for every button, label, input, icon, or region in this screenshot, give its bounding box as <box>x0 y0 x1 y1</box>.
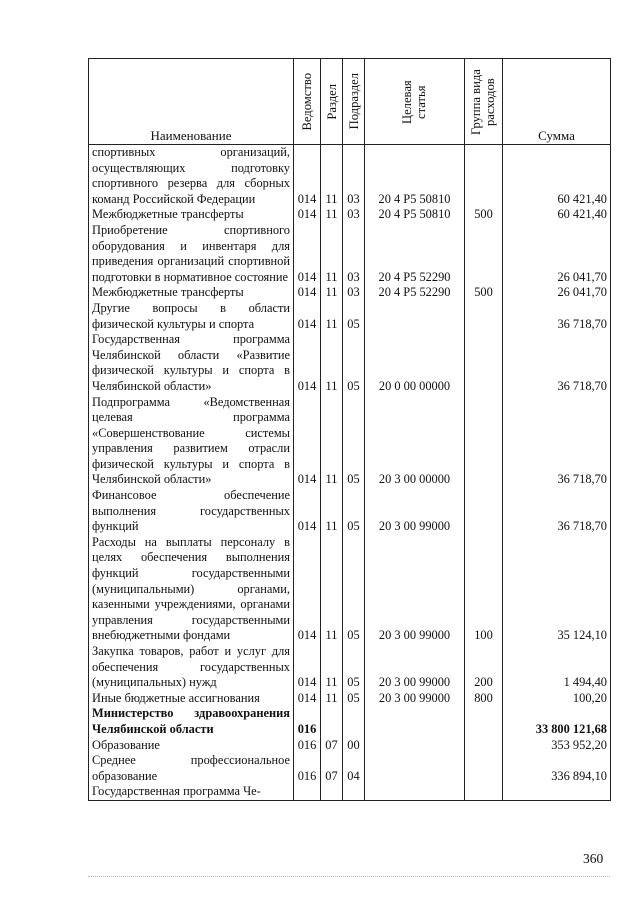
page-number: 360 <box>583 851 604 866</box>
header-razdel-text: Раздел <box>324 83 339 120</box>
row-vid-rashodov <box>465 753 503 784</box>
row-name: спортивных организаций, осуществляющих подготовку спортивного резерва для сборных команд Российской Федерации <box>89 145 294 208</box>
row-razdel: 11 <box>321 535 343 644</box>
row-summa: 36 718,70 <box>503 488 611 535</box>
row-vedomstvo: 016 <box>294 706 321 737</box>
row-summa: 1 494,40 <box>503 644 611 691</box>
row-summa: 60 421,40 <box>503 207 611 223</box>
row-vid-rashodov <box>465 706 503 737</box>
header-vedomstvo-text: Ведомство <box>300 72 314 131</box>
row-vedomstvo: 014 <box>294 644 321 691</box>
row-celevaya-statya: 20 3 00 99000 <box>365 644 465 691</box>
header-summa <box>503 59 611 145</box>
row-name: Образование <box>89 738 294 754</box>
row-razdel <box>321 784 343 800</box>
row-vedomstvo: 014 <box>294 223 321 285</box>
row-vedomstvo: 014 <box>294 207 321 223</box>
row-celevaya-statya: 20 3 00 99000 <box>365 691 465 707</box>
row-podrazdel: 05 <box>343 644 365 691</box>
row-razdel: 11 <box>321 301 343 332</box>
row-razdel <box>321 706 343 737</box>
row-podrazdel: 05 <box>343 301 365 332</box>
table-row <box>89 706 611 737</box>
row-vid-rashodov <box>465 488 503 535</box>
row-vid-rashodov: 800 <box>465 691 503 707</box>
row-name: Межбюджетные трансферты <box>89 207 294 223</box>
row-name: Финансовое обеспечение выполнения государственных функций <box>89 488 294 535</box>
row-celevaya-statya: 20 4 P5 52290 <box>365 285 465 301</box>
header-podrazdel-text: Подраздел <box>346 73 361 130</box>
row-summa: 26 041,70 <box>503 285 611 301</box>
row-podrazdel <box>343 706 365 737</box>
row-razdel: 11 <box>321 644 343 691</box>
table-row <box>89 535 611 644</box>
table-row <box>89 285 611 301</box>
row-vedomstvo: 014 <box>294 332 321 394</box>
header-gruppa-vida-rashodov-text: Группа вида расходов <box>468 68 497 135</box>
header-razdel <box>321 59 343 145</box>
row-summa: 36 718,70 <box>503 301 611 332</box>
row-vedomstvo: 014 <box>294 301 321 332</box>
row-vedomstvo: 014 <box>294 488 321 535</box>
table-row <box>89 488 611 535</box>
header-summa-text: Сумма <box>538 128 575 144</box>
table-header-row <box>89 59 611 145</box>
row-vedomstvo: 016 <box>294 738 321 754</box>
row-name: Государственная программа Че- <box>89 784 294 800</box>
table-row <box>89 738 611 754</box>
row-name: Подпрограмма «Ведомственная целевая программа «Совершенствование системы управления развитием отрасли физической культуры и спорта в Челябинской области» <box>89 395 294 489</box>
row-podrazdel: 03 <box>343 207 365 223</box>
table-row <box>89 301 611 332</box>
row-celevaya-statya <box>365 738 465 754</box>
row-name: Иные бюджетные ассигнования <box>89 691 294 707</box>
table-row <box>89 395 611 489</box>
row-razdel: 11 <box>321 691 343 707</box>
row-vedomstvo: 016 <box>294 753 321 784</box>
row-vid-rashodov <box>465 738 503 754</box>
row-podrazdel: 03 <box>343 285 365 301</box>
header-name <box>89 59 294 145</box>
row-vid-rashodov: 500 <box>465 285 503 301</box>
row-razdel: 11 <box>321 488 343 535</box>
row-podrazdel: 05 <box>343 488 365 535</box>
row-vedomstvo: 014 <box>294 145 321 208</box>
row-celevaya-statya <box>365 784 465 800</box>
row-celevaya-statya <box>365 753 465 784</box>
header-celevaya-statya-text: Целевая статья <box>399 79 428 124</box>
table-row <box>89 644 611 691</box>
table-row <box>89 332 611 394</box>
row-podrazdel: 05 <box>343 395 365 489</box>
row-celevaya-statya: 20 4 P5 52290 <box>365 223 465 285</box>
row-name: Государственная программа Челябинской области «Развитие физической культуры и спорта в Челябинской области» <box>89 332 294 394</box>
budget-table <box>88 58 611 801</box>
row-vedomstvo: 014 <box>294 395 321 489</box>
row-vid-rashodov <box>465 145 503 208</box>
row-vid-rashodov: 200 <box>465 644 503 691</box>
table-row <box>89 784 611 800</box>
row-vid-rashodov <box>465 223 503 285</box>
row-celevaya-statya: 20 4 P5 50810 <box>365 207 465 223</box>
header-vedomstvo <box>294 59 321 145</box>
row-celevaya-statya: 20 3 00 00000 <box>365 395 465 489</box>
document-sheet <box>88 58 610 848</box>
row-vedomstvo <box>294 784 321 800</box>
row-podrazdel: 04 <box>343 753 365 784</box>
row-summa <box>503 784 611 800</box>
row-summa: 100,20 <box>503 691 611 707</box>
row-celevaya-statya <box>365 706 465 737</box>
row-summa: 35 124,10 <box>503 535 611 644</box>
row-vedomstvo: 014 <box>294 285 321 301</box>
row-podrazdel: 03 <box>343 223 365 285</box>
row-name: Расходы на выплаты персоналу в целях обеспечения выполнения функций государственными (муниципальными) органами, казенными учреждениями, органами управления государственными внебюджетными фондами <box>89 535 294 644</box>
row-summa: 36 718,70 <box>503 395 611 489</box>
row-vid-rashodov <box>465 784 503 800</box>
row-name: Межбюджетные трансферты <box>89 285 294 301</box>
row-summa: 33 800 121,68 <box>503 706 611 737</box>
row-celevaya-statya: 20 3 00 99000 <box>365 488 465 535</box>
row-celevaya-statya: 20 0 00 00000 <box>365 332 465 394</box>
row-vid-rashodov <box>465 301 503 332</box>
header-name-text: Наименование <box>150 128 232 144</box>
row-vid-rashodov: 100 <box>465 535 503 644</box>
row-podrazdel <box>343 784 365 800</box>
row-podrazdel: 03 <box>343 145 365 208</box>
row-razdel: 11 <box>321 285 343 301</box>
row-razdel: 11 <box>321 395 343 489</box>
row-summa: 336 894,10 <box>503 753 611 784</box>
row-podrazdel: 05 <box>343 691 365 707</box>
row-podrazdel: 05 <box>343 332 365 394</box>
row-vedomstvo: 014 <box>294 691 321 707</box>
row-name: Закупка товаров, работ и услуг для обеспечения государственных (муниципальных) нужд <box>89 644 294 691</box>
row-celevaya-statya <box>365 301 465 332</box>
table-row <box>89 207 611 223</box>
header-podrazdel <box>343 59 365 145</box>
row-razdel: 07 <box>321 753 343 784</box>
row-razdel: 07 <box>321 738 343 754</box>
row-razdel: 11 <box>321 223 343 285</box>
row-razdel: 11 <box>321 332 343 394</box>
row-summa: 353 952,20 <box>503 738 611 754</box>
row-razdel: 11 <box>321 145 343 208</box>
row-summa: 26 041,70 <box>503 223 611 285</box>
table-row <box>89 223 611 285</box>
row-celevaya-statya: 20 3 00 99000 <box>365 535 465 644</box>
row-name: Приобретение спортивного оборудования и инвентаря для приведения организаций спортивной подготовки в нормативное состояние <box>89 223 294 285</box>
row-name: Министерство здравоохранения Челябинской области <box>89 706 294 737</box>
row-podrazdel: 05 <box>343 535 365 644</box>
header-celevaya-statya <box>365 59 465 145</box>
table-body <box>89 145 611 801</box>
row-vid-rashodov <box>465 395 503 489</box>
row-celevaya-statya: 20 4 P5 50810 <box>365 145 465 208</box>
table-row <box>89 753 611 784</box>
table-row <box>89 691 611 707</box>
row-razdel: 11 <box>321 207 343 223</box>
row-vid-rashodov: 500 <box>465 207 503 223</box>
row-summa: 36 718,70 <box>503 332 611 394</box>
header-gruppa-vida-rashodov <box>465 59 503 145</box>
row-vid-rashodov <box>465 332 503 394</box>
row-podrazdel: 00 <box>343 738 365 754</box>
table-row <box>89 145 611 208</box>
row-name: Другие вопросы в области физической культуры и спорта <box>89 301 294 332</box>
row-summa: 60 421,40 <box>503 145 611 208</box>
row-name: Среднее профессиональное образование <box>89 753 294 784</box>
row-vedomstvo: 014 <box>294 535 321 644</box>
footer-divider <box>88 876 610 877</box>
